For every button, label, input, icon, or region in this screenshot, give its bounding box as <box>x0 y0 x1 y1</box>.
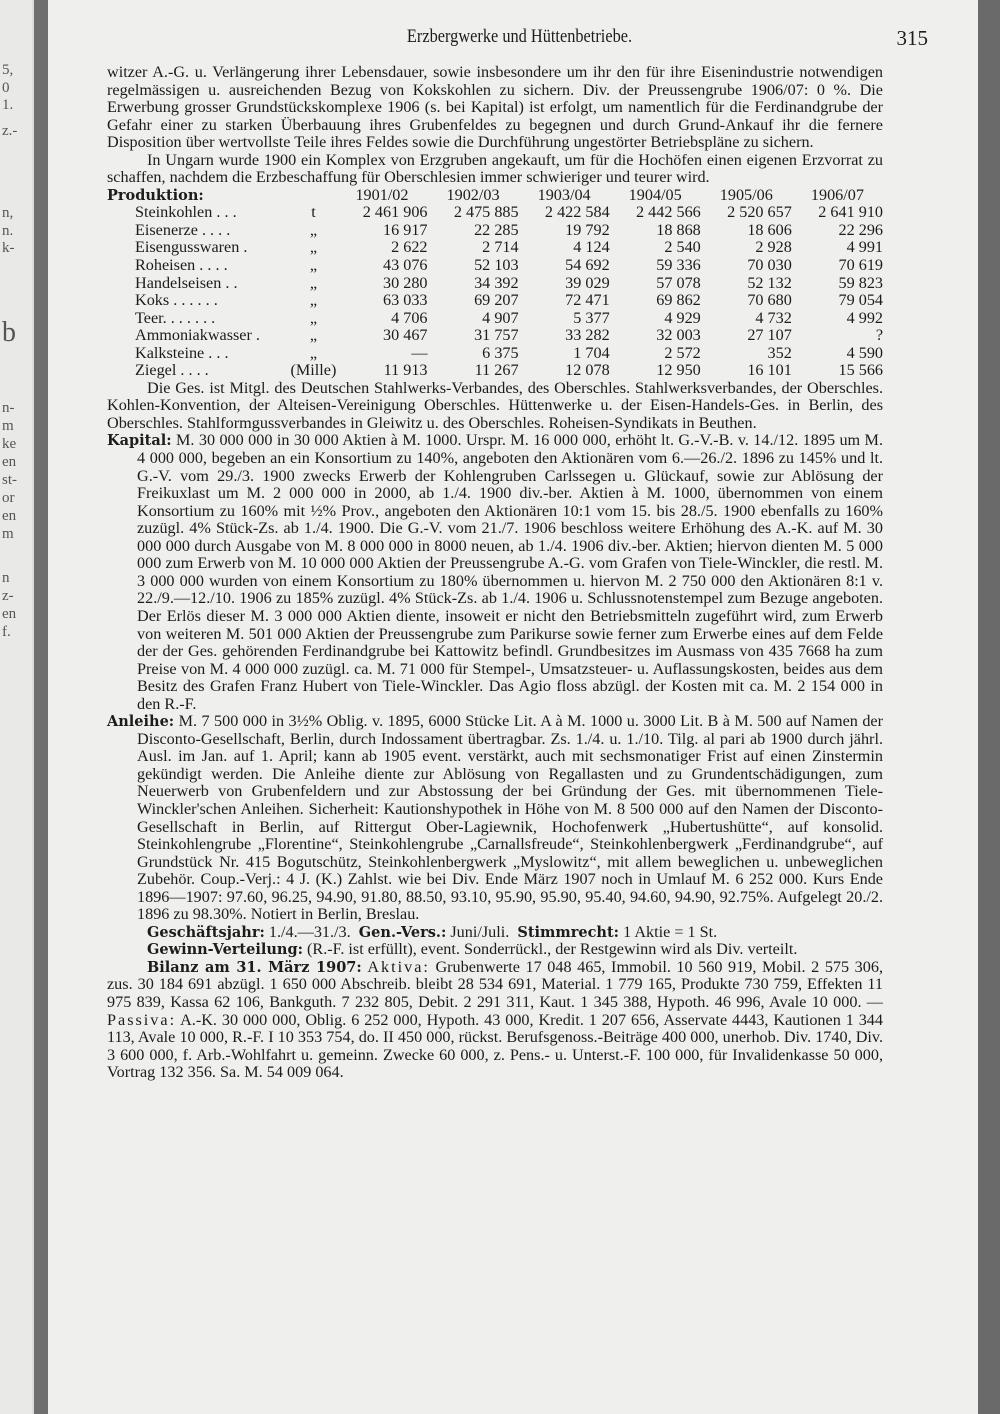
production-cell: 69 207 <box>474 291 519 310</box>
production-row-unit: „ <box>309 308 318 327</box>
production-cell: 79 054 <box>838 291 883 310</box>
production-cell: 32 003 <box>656 326 701 345</box>
production-cell: 34 392 <box>474 273 519 292</box>
production-cell: 18 868 <box>656 220 701 239</box>
prev-page-fragment: m <box>2 418 14 434</box>
production-cell: 30 280 <box>383 273 428 292</box>
production-cell: 4 732 <box>755 308 792 327</box>
production-cell: 43 076 <box>383 256 428 275</box>
prev-page-fragment: n, <box>2 205 14 221</box>
production-row-unit: (Mille) <box>290 361 337 380</box>
production-cell: 33 282 <box>565 326 610 345</box>
prev-page-fragment: 1. <box>2 97 14 113</box>
production-cell: 4 992 <box>846 308 883 327</box>
production-heading: Produktion: <box>107 186 204 204</box>
production-cell: 4 929 <box>664 308 701 327</box>
prev-page-fragment: or <box>2 490 15 506</box>
year-header: 1902/03 <box>446 185 500 204</box>
kapital-text: M. 30 000 000 in 30 000 Aktien à M. 1000. Urspr. M. 16 000 000, erhöht lt. G.-V.-B. v. 14./12. 1895 um M. 4 000 000, begeben an ein Konsortium zu 140%, angeboten den Aktionären vom 6.—26./2. 1896 zu 145% und lt. G.-V. vom 29./3. 1900 zwecks Erwerb der Kohlengruben Carlssegen u. Glückauf, sowie zur Ablösung der Freikuxlast um M. 2 000 000 in 2000, ab 1./4. 1900 div.-ber. Aktien à M. 1000, übernommen von einem Konsortium zu 160% mit ½% Prov., angeboten den Aktionären 10:1 vom 15. bis 28./5. 1900 ebenfalls zu 160% zuzügl. 4% Stück-Zs. ab 1./4. 1900. Die G.-V. vom 21./7. 1906 beschloss weitere Erhöhung des A.-K. auf M. 30 000 000 durch Ausgabe von M. 8 000 000 in 8000 neuen, ab 1./4. 1906 div.-ber. Aktien; hiervon dienten M. 5 000 000 zum Erwerb von M. 10 000 000 Aktien der Preussengrube A.-G. vom Grafen von Tiele-Winckler, die restl. M. 3 000 000 wurden von einem Konsortium zu 180% übernommen u. hiervon M. 2 750 000 den Aktionären 8:1 v. 22./9.—12./10. 1906 zu 185% zuzügl. 4% Stück-Zs. ab 1./4. 1906 u. Schlussnotenstempel zum Bezuge angeboten. Der Erlös dieser M. 3 000 000 Aktien diente, insoweit er nicht den Betriebsmitteln zugeführt wird, zum Erwerb von weiteren M. 501 000 Aktien der Preussengrube zum Parikurse sowie ferner zum Erwerbe eines auf dem Felde der der Ges. gehörenden Ferdinandgrube bei Kattowitz befindl. Grundbesitzes im Ausmass von 435 7668 ha zum Preise von M. 4 000 000 zuzügl. ca. M. 71 000 für Stempel-, Umsatzsteuer- u. Auflassungskosten, beides aus dem Besitz des Grafen Franz Hubert von Tiele-Winckler. Das Agio floss abzügl. der Kosten mit ca. M. 2 154 000 in den R.-F. <box>137 431 883 713</box>
production-cell: 352 <box>767 343 792 362</box>
gen-vers-value: Juni/Juli. <box>450 922 510 941</box>
kapital-heading: Kapital: <box>107 432 172 450</box>
production-cell: 4 706 <box>391 308 428 327</box>
prev-page-fragment: 0 <box>2 80 10 96</box>
production-cell: 2 928 <box>755 238 792 257</box>
prev-page-fragment: ke <box>2 436 17 452</box>
year-header: 1901/02 <box>355 185 409 204</box>
prev-page-fragment: b <box>2 317 16 348</box>
paragraph-membership: Die Ges. ist Mitgl. des Deutschen Stahlwerks-Verbandes, des Oberschles. Stahlwerksverbandes, der Oberschles. Kohlen-Konvention, der Alteisen-Vereinigung Oberschles. Hüttenwerke u. der Eisen-Handels-Ges. in Berlin, des Oberschles. Stahlformgussverbandes in Gleiwitz u. des Oberschles. Roheisen-Syndikats in Beuthen. <box>107 378 883 432</box>
production-cell: 22 296 <box>838 220 883 239</box>
production-row-label: Handelseisen . . <box>135 273 238 292</box>
production-cell: 52 132 <box>747 273 792 292</box>
gewinn-text: (R.-F. ist erfüllt), event. Sonderrückl., der Restgewinn wird als Div. verteilt. <box>307 940 798 959</box>
production-row <box>107 310 883 328</box>
production-cell: 16 101 <box>747 361 792 380</box>
production-row-label: Koks . . . . . . <box>135 291 218 310</box>
page-number: 315 <box>896 26 928 50</box>
production-row-unit: „ <box>309 220 318 239</box>
stimmrecht-value: 1 Aktie = 1 St. <box>623 922 718 941</box>
production-cell: 31 757 <box>474 326 519 345</box>
production-cell: 59 823 <box>838 273 883 292</box>
production-cell: 6 375 <box>482 343 519 362</box>
production-cell: 4 590 <box>846 343 883 362</box>
production-cell: 27 107 <box>747 326 792 345</box>
aktiva-label: Aktiva: <box>367 957 430 976</box>
production-cell: 4 907 <box>482 308 519 327</box>
production-cell: 70 680 <box>747 291 792 310</box>
production-cell: 2 714 <box>482 238 519 257</box>
passiva-label: Passiva: <box>107 1010 177 1029</box>
year-header: 1904/05 <box>628 185 682 204</box>
production-cell: 2 475 885 <box>453 203 519 222</box>
gewinn-label: Gewinn-Verteilung: <box>147 941 303 959</box>
prev-page-fragment: 5, <box>2 62 14 78</box>
production-row-label: Ammoniakwasser . <box>135 326 260 345</box>
section-bilanz <box>107 959 883 1082</box>
production-cell: 70 030 <box>747 256 792 275</box>
production-row-unit: „ <box>309 238 318 257</box>
production-cell: 12 078 <box>565 361 610 380</box>
paragraph-intro-1: witzer A.-G. u. Verlängerung ihrer Lebensdauer, sowie insbesondere um ihr den für ihre Eisenindustrie notwendigen regelmässigen u. ausreichenden Bezug von Kokskohlen zu sichern. Div. der Preussengrube 1906/07: 0 %. Die Erwerbung grosser Grundstückskomplexe 1906 (s. bei Kapital) ist erfolgt, um namentlich für die Ferdinandgrube der Gefahr einer zu starken Überbauung ihres Grubenfeldes zu begegnen und durch Grund-Ankauf ihr die fernere Disposition über wertvollste Teile ihres Feldes sowie die Durchführung ungestörter Betriebspläne zu sichern. <box>107 63 883 152</box>
production-row-label: Eisengusswaren . <box>135 238 248 257</box>
production-header-row <box>107 187 883 205</box>
production-cell: ? <box>875 326 883 345</box>
production-cell: 12 950 <box>656 361 701 380</box>
production-cell: 2 641 910 <box>818 203 883 222</box>
section-geschaeftsjahr <box>107 924 883 942</box>
production-cell: 63 033 <box>383 291 428 310</box>
section-kapital <box>107 432 883 713</box>
production-row-unit: „ <box>309 256 318 275</box>
production-cell: 2 461 906 <box>362 203 428 222</box>
prev-page-fragment: en <box>2 606 17 622</box>
gen-vers-label: Gen.-Vers.: <box>358 923 447 941</box>
production-cell: 30 467 <box>383 326 428 345</box>
production-row <box>107 257 883 275</box>
body-text <box>107 64 883 1082</box>
prev-page-fragment: z.- <box>2 123 18 139</box>
production-cell: 57 078 <box>656 273 701 292</box>
prev-page-fragment: z- <box>2 588 14 604</box>
production-cell: 70 619 <box>838 256 883 275</box>
prev-page-fragment: f. <box>2 624 11 640</box>
production-cell: 1 704 <box>573 343 610 362</box>
production-cell: 2 540 <box>664 238 701 257</box>
production-row <box>107 204 883 222</box>
production-cell: 4 991 <box>846 238 883 257</box>
stimmrecht-label: Stimmrecht: <box>517 923 620 941</box>
running-title: Erzbergwerke und Hüttenbetriebe. <box>406 26 633 47</box>
production-row-label: Steinkohlen . . . <box>135 203 237 222</box>
production-cell: 4 124 <box>573 238 610 257</box>
passiva-text: A.-K. 30 000 000, Oblig. 6 252 000, Hypoth. 43 000, Kredit. 1 207 656, Asservate 4443, Kautionen 1 344 113, Avale 10 000, R.-F. I 10 353 754, do. II 450 000, rückst. Berufsgenoss.-Beiträge 400 000, unerhob. Div. 1740, Div. 3 600 000, f. Arb.-Wohlfahrt u. gemeinn. Zwecke 60 000, z. Pens.- u. Unterst.-F. 100 000, für Invalidenkasse 50 000, Vortrag 132 356. Sa. M. 54 009 064. <box>107 1010 883 1082</box>
production-row <box>107 327 883 345</box>
prev-page-fragment: st- <box>2 472 17 488</box>
production-row <box>107 362 883 380</box>
production-row <box>107 275 883 293</box>
anleihe-text: M. 7 500 000 in 3½% Oblig. v. 1895, 6000 Stücke Lit. A à M. 1000 u. 3000 Lit. B à M. 500 auf Namen der Disconto-Gesellschaft, Berlin, durch Indossament übertragbar. Zs. 1./4. u. 1./10. Tilg. al pari ab 1900 durch jährl. Ausl. im Jan. auf 1. April; kann ab 1905 event. verstärkt, auch mit sechsmonatiger Frist auf einen Zinstermin gekündigt werden. Die Anleihe diente zur Ablösung von Regallasten und zu Grundentschädigungen, zum Neuerwerb von Grubenfeldern und zur Abstossung der bei Gründung der Ges. mit übernommenen Tiele-Winckler'schen Anleihen. Sicherheit: Kautionshypothek in Höhe von M. 8 500 000 auf den Namen der Disconto-Gesellschaft in Berlin, auf Rittergut Ober-Lagiewnik, Hochofenwerk „Hubertushütte“, auf konsolid. Steinkohlengrube „Florentine“, Steinkohlengrube „Carnallsfreude“, Steinkohlenbergwerk „Ferdinandgrube“, auf Grundstück Nr. 415 Bogutschütz, Steinkohlenbergwerk „Myslowitz“, mit allem beweglichen u. unbeweglichen Zubehör. Coup.-Verj.: 4 J. (K.) Zahlst. wie bei Div. Ende März 1907 noch in Umlauf M. 6 252 000. Kurs Ende 1896—1907: 97.60, 96.25, 94.90, 91.80, 88.50, 93.10, 95.90, 95.90, 95.40, 94.60, 94.90, 92.75%. Aufgelegt 20./2. 1896 zu 98.30%. Notiert in Berlin, Breslau. <box>137 712 883 924</box>
production-row <box>107 345 883 363</box>
production-row-unit: „ <box>309 343 318 362</box>
binding-gutter <box>34 0 48 1414</box>
production-row-label: Eisenerze . . . . <box>135 220 231 239</box>
production-cell: 11 913 <box>383 361 428 380</box>
production-cell: 11 267 <box>474 361 519 380</box>
page <box>48 0 978 1414</box>
production-cell: 2 422 584 <box>544 203 610 222</box>
production-row <box>107 222 883 240</box>
section-anleihe <box>107 713 883 924</box>
production-rows <box>107 204 883 379</box>
production-cell: 18 606 <box>747 220 792 239</box>
geschaeftsjahr-label: Geschäftsjahr: <box>147 923 265 941</box>
production-row-unit: „ <box>309 291 318 310</box>
section-gewinn-verteilung <box>107 941 883 959</box>
production-cell: 22 285 <box>474 220 519 239</box>
production-cell: 69 862 <box>656 291 701 310</box>
production-cell: 52 103 <box>474 256 519 275</box>
production-row-label: Kalksteine . . . <box>135 343 229 362</box>
production-cell: — <box>411 343 428 362</box>
production-cell: 2 520 657 <box>727 203 792 222</box>
production-row-unit: „ <box>309 326 318 345</box>
production-cell: 15 566 <box>838 361 883 380</box>
running-head <box>107 26 932 50</box>
production-cell: 59 336 <box>656 256 701 275</box>
scan-edge <box>978 0 1000 1414</box>
production-row-label: Roheisen . . . . <box>135 256 228 275</box>
anleihe-heading: Anleihe: <box>107 713 175 731</box>
prev-page-fragment: n. <box>2 223 14 239</box>
year-header: 1903/04 <box>537 185 591 204</box>
bilanz-label: Bilanz am 31. März 1907: <box>147 958 362 976</box>
production-row <box>107 292 883 310</box>
previous-page-edge <box>0 0 32 1414</box>
prev-page-fragment: en <box>2 454 17 470</box>
production-cell: 2 442 566 <box>636 203 701 222</box>
production-cell: 2 622 <box>391 238 428 257</box>
prev-page-fragment: en <box>2 508 17 524</box>
production-cell: 54 692 <box>565 256 610 275</box>
prev-page-fragment: n <box>2 570 10 586</box>
prev-page-fragment: m <box>2 526 14 542</box>
production-row <box>107 239 883 257</box>
production-row-label: Ziegel . . . . <box>135 361 209 380</box>
year-header: 1905/06 <box>719 185 773 204</box>
aktiva-text: Grubenwerte 17 048 465, Immobil. 10 560 919, Mobil. 2 575 306, zus. 30 184 691 abzügl. 1 650 000 Abschreib. bleibt 28 534 691, Material. 1 779 165, Produkte 730 759, Effekten 11 975 839, Kassa 62 106, Bankguth. 7 232 805, Debit. 2 291 311, Kaut. 1 345 388, Hypoth. 46 996, Avale 10 000. — <box>107 957 884 1011</box>
geschaeftsjahr-value: 1./4.—31./3. <box>268 922 351 941</box>
year-header: 1906/07 <box>810 185 864 204</box>
production-cell: 2 572 <box>664 343 701 362</box>
prev-page-fragment: n- <box>2 400 15 416</box>
prev-page-fragment: k- <box>2 240 15 256</box>
production-row-unit: t <box>311 203 316 222</box>
production-cell: 19 792 <box>565 220 610 239</box>
production-cell: 16 917 <box>383 220 428 239</box>
production-row-unit: „ <box>309 273 318 292</box>
paragraph-intro-2: In Ungarn wurde 1900 ein Komplex von Erzgruben angekauft, um für die Hochöfen einen eigenen Erzvorrat zu schaffen, nachdem die Erzbeschaffung für Oberschlesien immer schwieriger und teurer wird. <box>107 150 883 187</box>
production-cell: 39 029 <box>565 273 610 292</box>
production-cell: 5 377 <box>573 308 610 327</box>
production-table <box>107 187 883 380</box>
production-cell: 72 471 <box>565 291 610 310</box>
production-row-label: Teer. . . . . . . <box>135 308 216 327</box>
